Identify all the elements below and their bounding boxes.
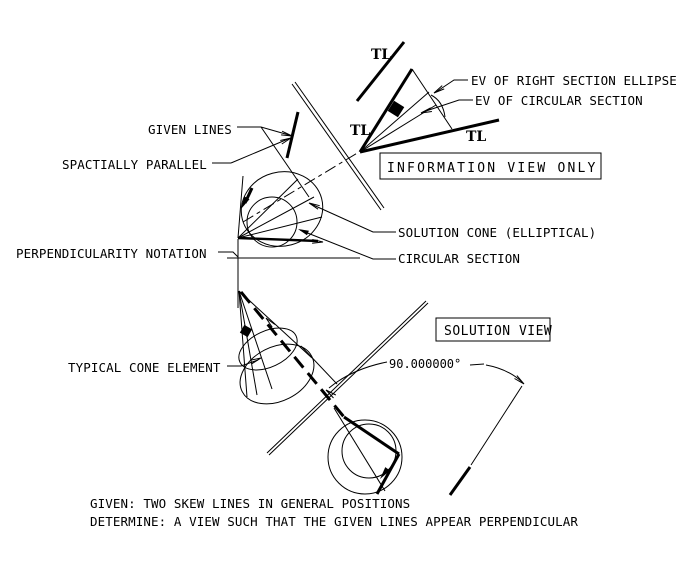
solution-cone-elliptical: [233, 163, 331, 256]
circular-section-label: CIRCULAR SECTION: [398, 251, 521, 266]
parallel-element-line: [301, 346, 337, 384]
folding-line-lower: [267, 301, 428, 455]
leader-lines: [212, 80, 473, 366]
given-line-through-cone: [241, 292, 399, 494]
line-of-sight-dashed: [243, 152, 359, 222]
problem-given-text: GIVEN: TWO SKEW LINES IN GENERAL POSITIONS: [90, 496, 411, 511]
spatially-parallel-label: SPACTIALLY PARALLEL: [62, 157, 207, 172]
perpendicularity-notation-label: PERPENDICULARITY NOTATION: [16, 246, 207, 261]
solution-cone-label: SOLUTION CONE (ELLIPTICAL): [398, 225, 597, 240]
solution-view-circles: [328, 408, 402, 494]
lower-cone: [230, 291, 324, 416]
solution-view-title: SOLUTION VIEW: [444, 324, 553, 339]
section-angle-arc: [431, 95, 445, 117]
given-line-a-fan: [360, 69, 412, 152]
given-line-2-solution-view: [450, 386, 522, 495]
tl-marker-top: TL: [371, 47, 392, 63]
given-lines-label: GIVEN LINES: [148, 122, 232, 137]
right-section-hypotenuse: [412, 69, 452, 129]
arrowhead: [421, 108, 432, 113]
arrowhead: [434, 86, 444, 93]
tl-marker-left: TL: [350, 123, 371, 139]
problem-determine-text: DETERMINE: A VIEW SUCH THAT THE GIVEN LINES APPEAR PERPENDICULAR: [90, 514, 579, 529]
angle-dimension-value: 90.000000°: [389, 357, 462, 371]
ev-right-section-label: EV OF RIGHT SECTION ELLIPSE: [471, 73, 677, 88]
arrowhead: [309, 203, 320, 209]
ev-circular-section-label: EV OF CIRCULAR SECTION: [475, 93, 643, 108]
arrowhead: [298, 229, 309, 235]
information-view-title: INFORMATION VIEW ONLY: [387, 161, 598, 176]
typical-cone-element-label: TYPICAL CONE ELEMENT: [68, 360, 221, 375]
tl-marker-right: TL: [466, 129, 487, 145]
